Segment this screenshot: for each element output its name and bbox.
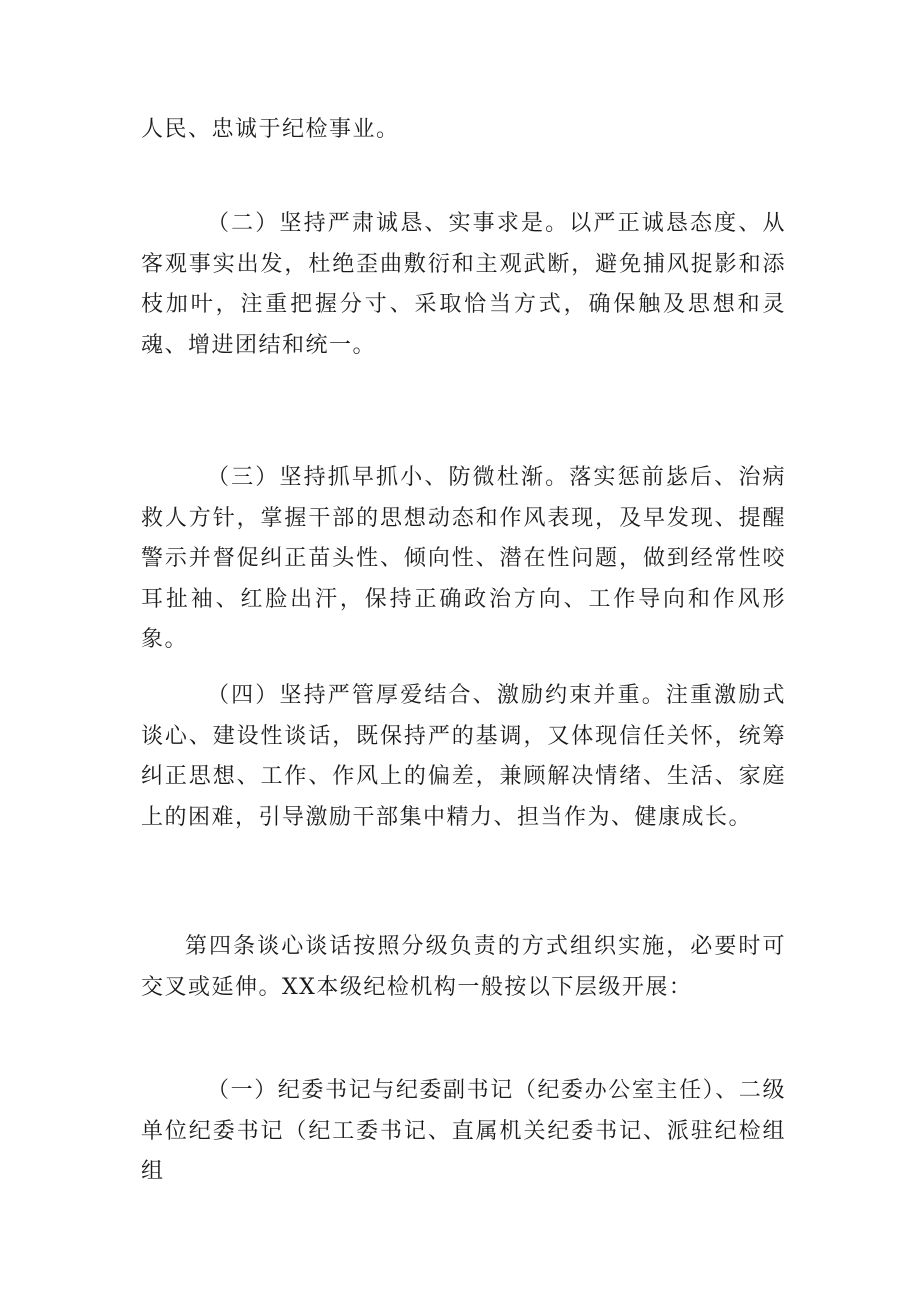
paragraph-principle-2: （二）坚持严肃诚恳、实事求是。以严正诚恳态度、从客观事实出发，杜绝歪曲敷衍和主观武断，避免捕风捉影和添枝加叶，注重把握分寸、采取恰当方式，确保触及思想和灵魂、增进团结和统一。: [141, 211, 786, 358]
paragraph-principle-3: （三）坚持抓早抓小、防微杜渐。落实惩前毖后、治病救人方针，掌握干部的思想动态和作风表现，及早发现、提醒警示并督促纠正苗头性、倾向性、潜在性问题，做到经常性咬耳扯袖、红脸出汗，保持正确政治方向、工作导向和作风形象。: [141, 465, 786, 652]
paragraph-principle-4: （四）坚持严管厚爱结合、激励约束并重。注重激励式谈心、建设性谈话，既保持严的基调，又体现信任关怀，统筹纠正思想、工作、作风上的偏差，兼顾解决情绪、生活、家庭上的困难，引导激励干部集中精力、担当作为、健康成长。: [141, 683, 786, 830]
paragraph-level-1: （一）纪委书记与纪委副书记（纪委办公室主任）、二级单位纪委书记（纪工委书记、直属机关纪委书记、派驻纪检组组: [141, 1078, 786, 1184]
paragraph-continuation: 人民、忠诚于纪检事业。: [141, 117, 400, 142]
paragraph-article-4: 第四条谈心谈话按照分级负责的方式组织实施，必要时可交叉或延伸。XX本级纪检机构一般按以下层级开展：: [141, 934, 786, 1000]
